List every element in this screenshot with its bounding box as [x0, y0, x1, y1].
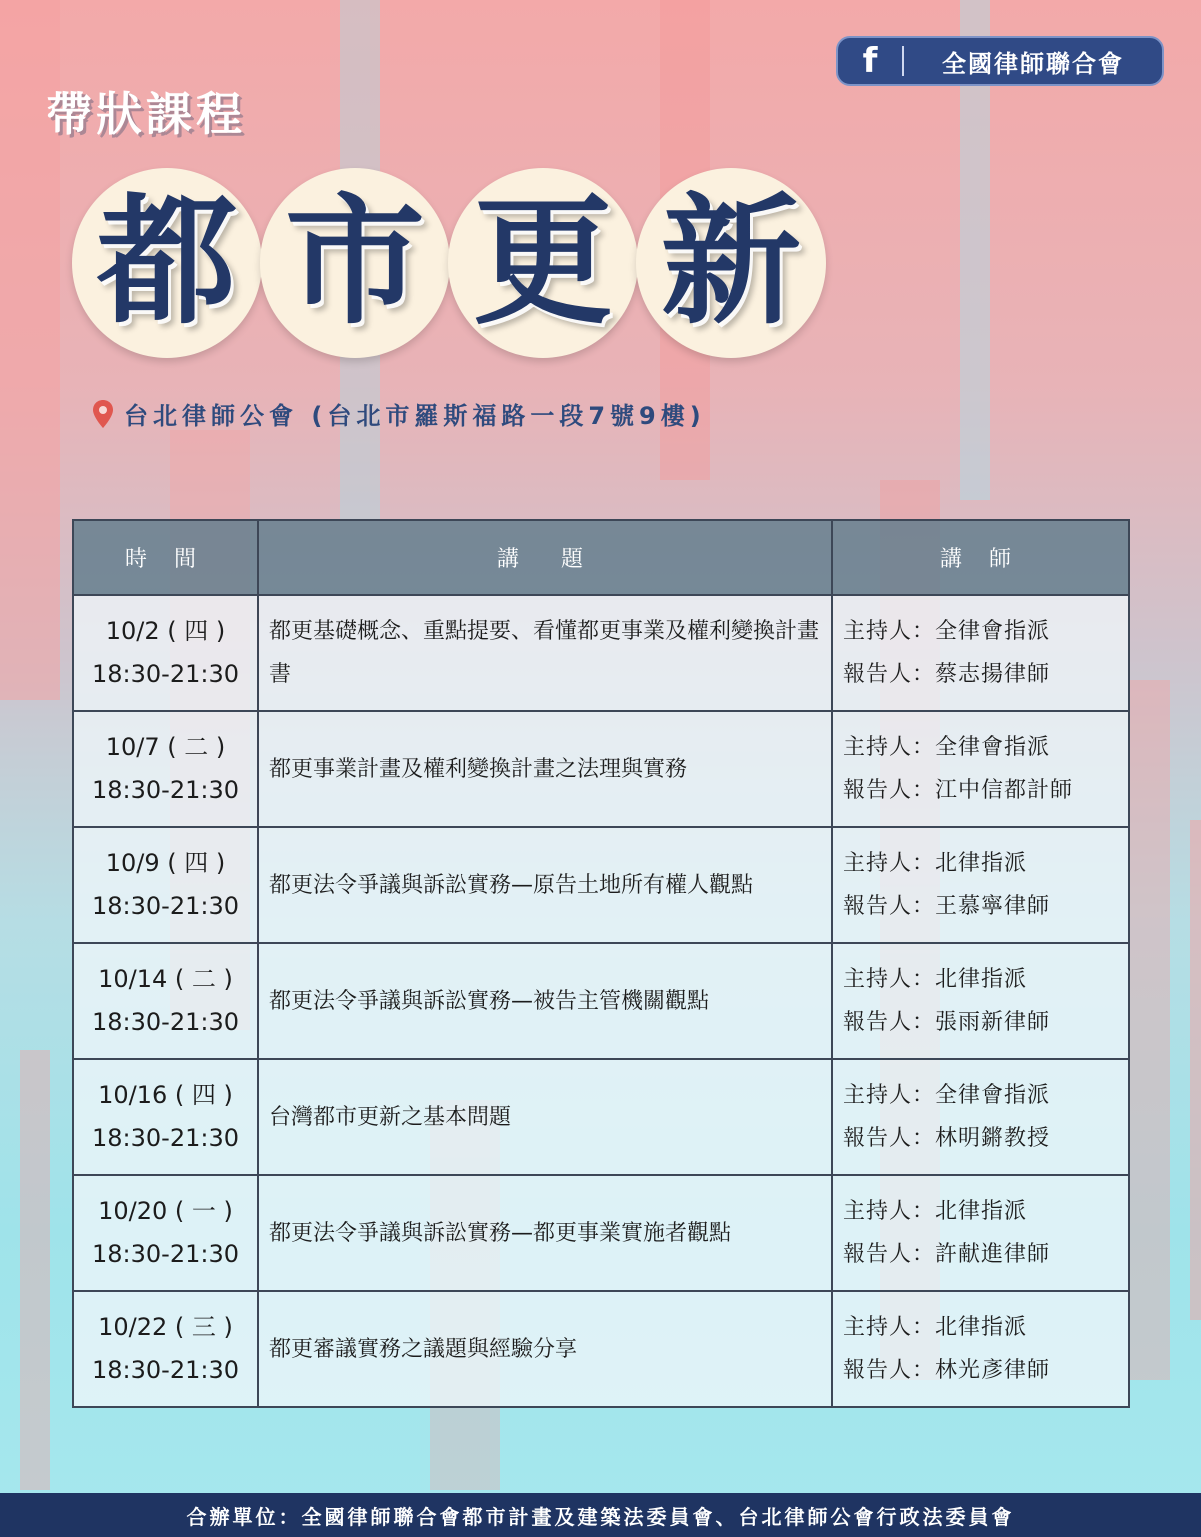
bg-stripe [1130, 680, 1170, 1380]
topic-cell: 台灣都市更新之基本問題 [258, 1059, 832, 1175]
speaker-cell [832, 1059, 1129, 1175]
session-date: 10/2 ( 四 ) [105, 617, 226, 645]
time-cell [73, 943, 258, 1059]
title-circle [260, 168, 450, 358]
bg-stripe [20, 1050, 50, 1490]
topic-cell: 都更法令爭議與訴訟實務—被告主管機關觀點 [258, 943, 832, 1059]
title-circle [636, 168, 826, 358]
session-host: 主持人：全律會指派 [843, 619, 1051, 644]
session-time: 18:30-21:30 [92, 1240, 239, 1268]
session-reporter: 報告人：江中信都計師 [843, 778, 1074, 803]
location [92, 396, 706, 431]
facebook-icon: f [862, 41, 878, 81]
session-time: 18:30-21:30 [92, 660, 239, 688]
session-host: 主持人：北律指派 [843, 851, 1028, 876]
course-subtitle: 帶狀課程 [46, 87, 246, 141]
map-pin-icon [92, 399, 114, 429]
session-host: 主持人：北律指派 [843, 1315, 1028, 1340]
session-host: 主持人：全律會指派 [843, 735, 1051, 760]
topic-cell: 都更法令爭議與訴訟實務—都更事業實施者觀點 [258, 1175, 832, 1291]
session-time: 18:30-21:30 [92, 1124, 239, 1152]
session-date: 10/14 ( 二 ) [98, 965, 233, 993]
session-time: 18:30-21:30 [92, 776, 239, 804]
table-row [73, 1175, 1129, 1291]
title-circle [72, 168, 262, 358]
session-date: 10/9 ( 四 ) [105, 849, 226, 877]
header-time: 時 間 [73, 520, 258, 595]
title-circle [448, 168, 638, 358]
session-date: 10/20 ( 一 ) [98, 1197, 233, 1225]
topic-cell: 都更審議實務之議題與經驗分享 [258, 1291, 832, 1407]
time-cell [73, 827, 258, 943]
speaker-cell [832, 1291, 1129, 1407]
location-text: 台北律師公會 (台北市羅斯福路一段7號9樓) [124, 402, 706, 430]
schedule-table [72, 519, 1130, 1408]
speaker-cell [832, 1175, 1129, 1291]
speaker-cell [832, 711, 1129, 827]
table-row [73, 1291, 1129, 1407]
topic-cell: 都更基礎概念、重點提要、看懂都更事業及權利變換計畫書 [258, 595, 832, 711]
table-row [73, 827, 1129, 943]
session-reporter: 報告人：林明鏘教授 [843, 1126, 1051, 1151]
title-char: 新 [660, 181, 801, 344]
title-char: 市 [284, 181, 425, 344]
table-row [73, 595, 1129, 711]
session-date: 10/16 ( 四 ) [98, 1081, 233, 1109]
facebook-badge[interactable] [836, 36, 1164, 86]
title-char: 都 [96, 181, 237, 344]
speaker-cell [832, 943, 1129, 1059]
table-row [73, 711, 1129, 827]
session-reporter: 報告人：王慕寧律師 [843, 894, 1051, 919]
session-reporter: 報告人：林光彥律師 [843, 1358, 1051, 1383]
time-cell [73, 1059, 258, 1175]
time-cell [73, 1175, 258, 1291]
session-host: 主持人：北律指派 [843, 967, 1028, 992]
topic-cell: 都更事業計畫及權利變換計畫之法理與實務 [258, 711, 832, 827]
session-time: 18:30-21:30 [92, 892, 239, 920]
session-date: 10/22 ( 三 ) [98, 1313, 233, 1341]
header-speaker: 講 師 [832, 520, 1129, 595]
session-date: 10/7 ( 二 ) [105, 733, 226, 761]
badge-label: 全國律師聯合會 [942, 49, 1124, 78]
title-circles [72, 168, 832, 358]
table-header-row [73, 520, 1129, 595]
session-time: 18:30-21:30 [92, 1008, 239, 1036]
bg-stripe [1190, 820, 1201, 1320]
session-host: 主持人：全律會指派 [843, 1083, 1051, 1108]
session-reporter: 報告人：蔡志揚律師 [843, 662, 1051, 687]
title-char: 更 [472, 181, 613, 344]
speaker-cell [832, 827, 1129, 943]
session-time: 18:30-21:30 [92, 1356, 239, 1384]
time-cell [73, 711, 258, 827]
topic-cell: 都更法令爭議與訴訟實務—原告土地所有權人觀點 [258, 827, 832, 943]
session-reporter: 報告人：張雨新律師 [843, 1010, 1051, 1035]
footer-organizers: 合辦單位：全國律師聯合會都市計畫及建築法委員會、台北律師公會行政法委員會 [0, 1493, 1201, 1537]
time-cell [73, 595, 258, 711]
table-row [73, 943, 1129, 1059]
header-topic: 講 題 [258, 520, 832, 595]
time-cell [73, 1291, 258, 1407]
table-row [73, 1059, 1129, 1175]
session-host: 主持人：北律指派 [843, 1199, 1028, 1224]
speaker-cell [832, 595, 1129, 711]
session-reporter: 報告人：許献進律師 [843, 1242, 1051, 1267]
